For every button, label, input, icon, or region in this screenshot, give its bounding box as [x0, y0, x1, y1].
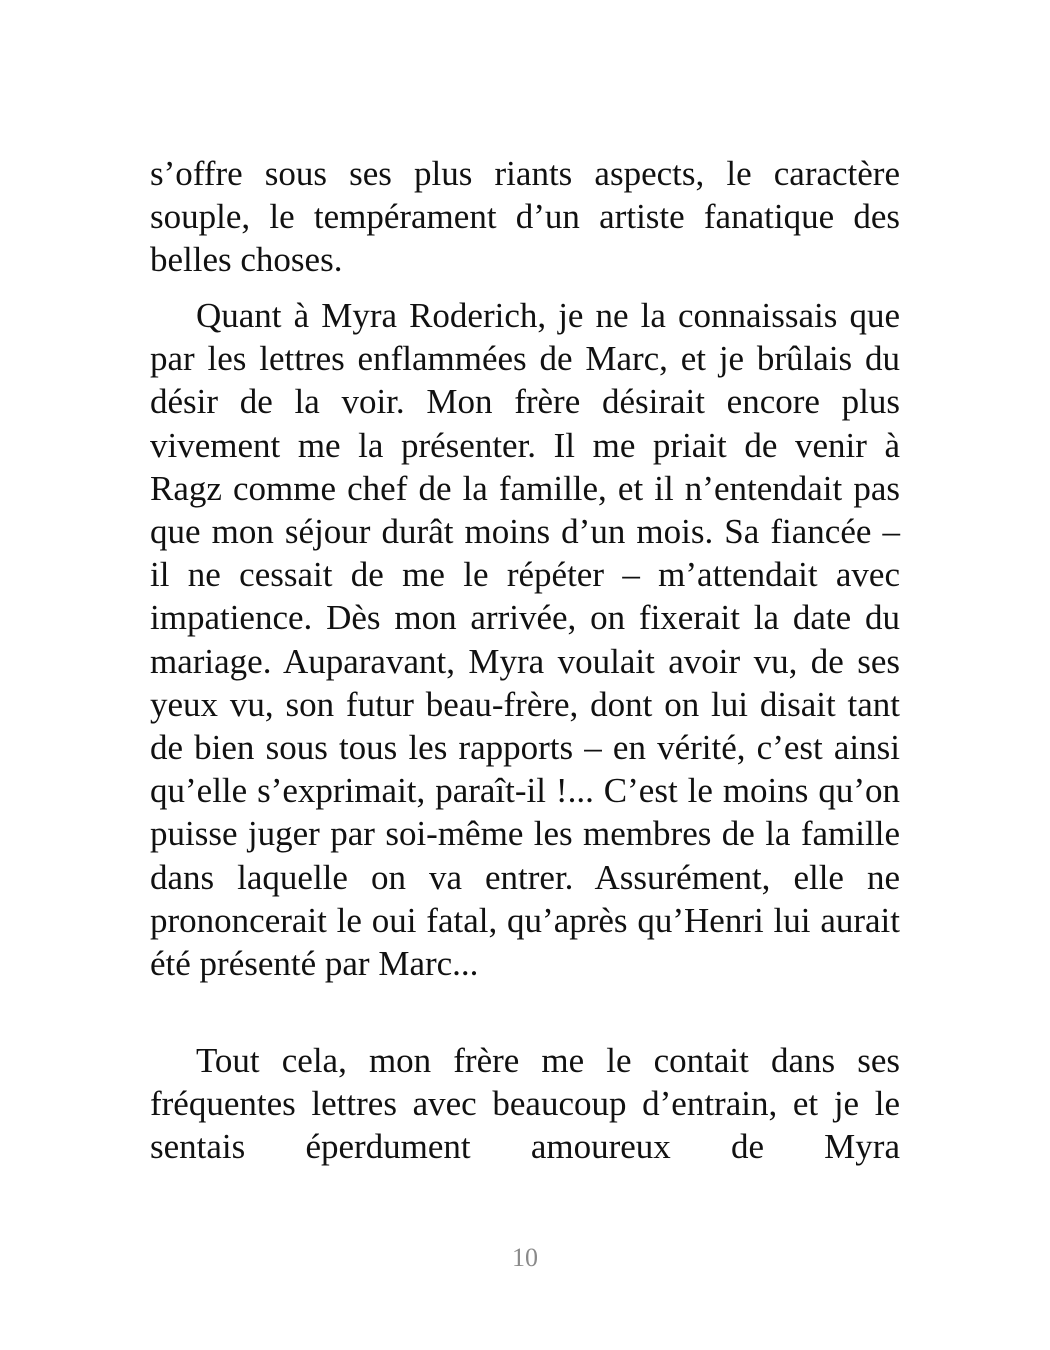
- page-number: 10: [512, 1243, 538, 1272]
- paragraph-2: Quant à Myra Roderich, je ne la connaissais que par les lettres enflammées de Marc, et je brûlais du désir de la voir. Mon frère désirait encore plus vivement me la présenter. Il me priait de venir à Ragz comme chef de la famille, et il n’entendait pas que mon séjour durât moins d’un mois. Sa fiancée – il ne cessait de me le répéter – m’attendait avec impatience. Dès mon arrivée, on fixerait la date du mariage. Auparavant, Myra voulait avoir vu, de ses yeux vu, son futur beau-frère, dont on lui disait tant de bien sous tous les rapports – en vérité, c’est ainsi qu’elle s’exprimait, paraît-il !... C’est le moins qu’on puisse juger par soi-même les membres de la famille dans laquelle on va entrer. Assurément, elle ne prononcerait le oui fatal, qu’après qu’Henri lui aurait été présenté par Marc...: [150, 296, 900, 984]
- paragraph-1: s’offre sous ses plus riants aspects, le caractère souple, le tempérament d’un artiste fanatique des belles choses.: [150, 154, 900, 280]
- paragraph-3: Tout cela, mon frère me le contait dans ses fréquentes lettres avec beaucoup d’entrain, et je le sentais éperdument amoureux de Myra: [150, 1041, 900, 1167]
